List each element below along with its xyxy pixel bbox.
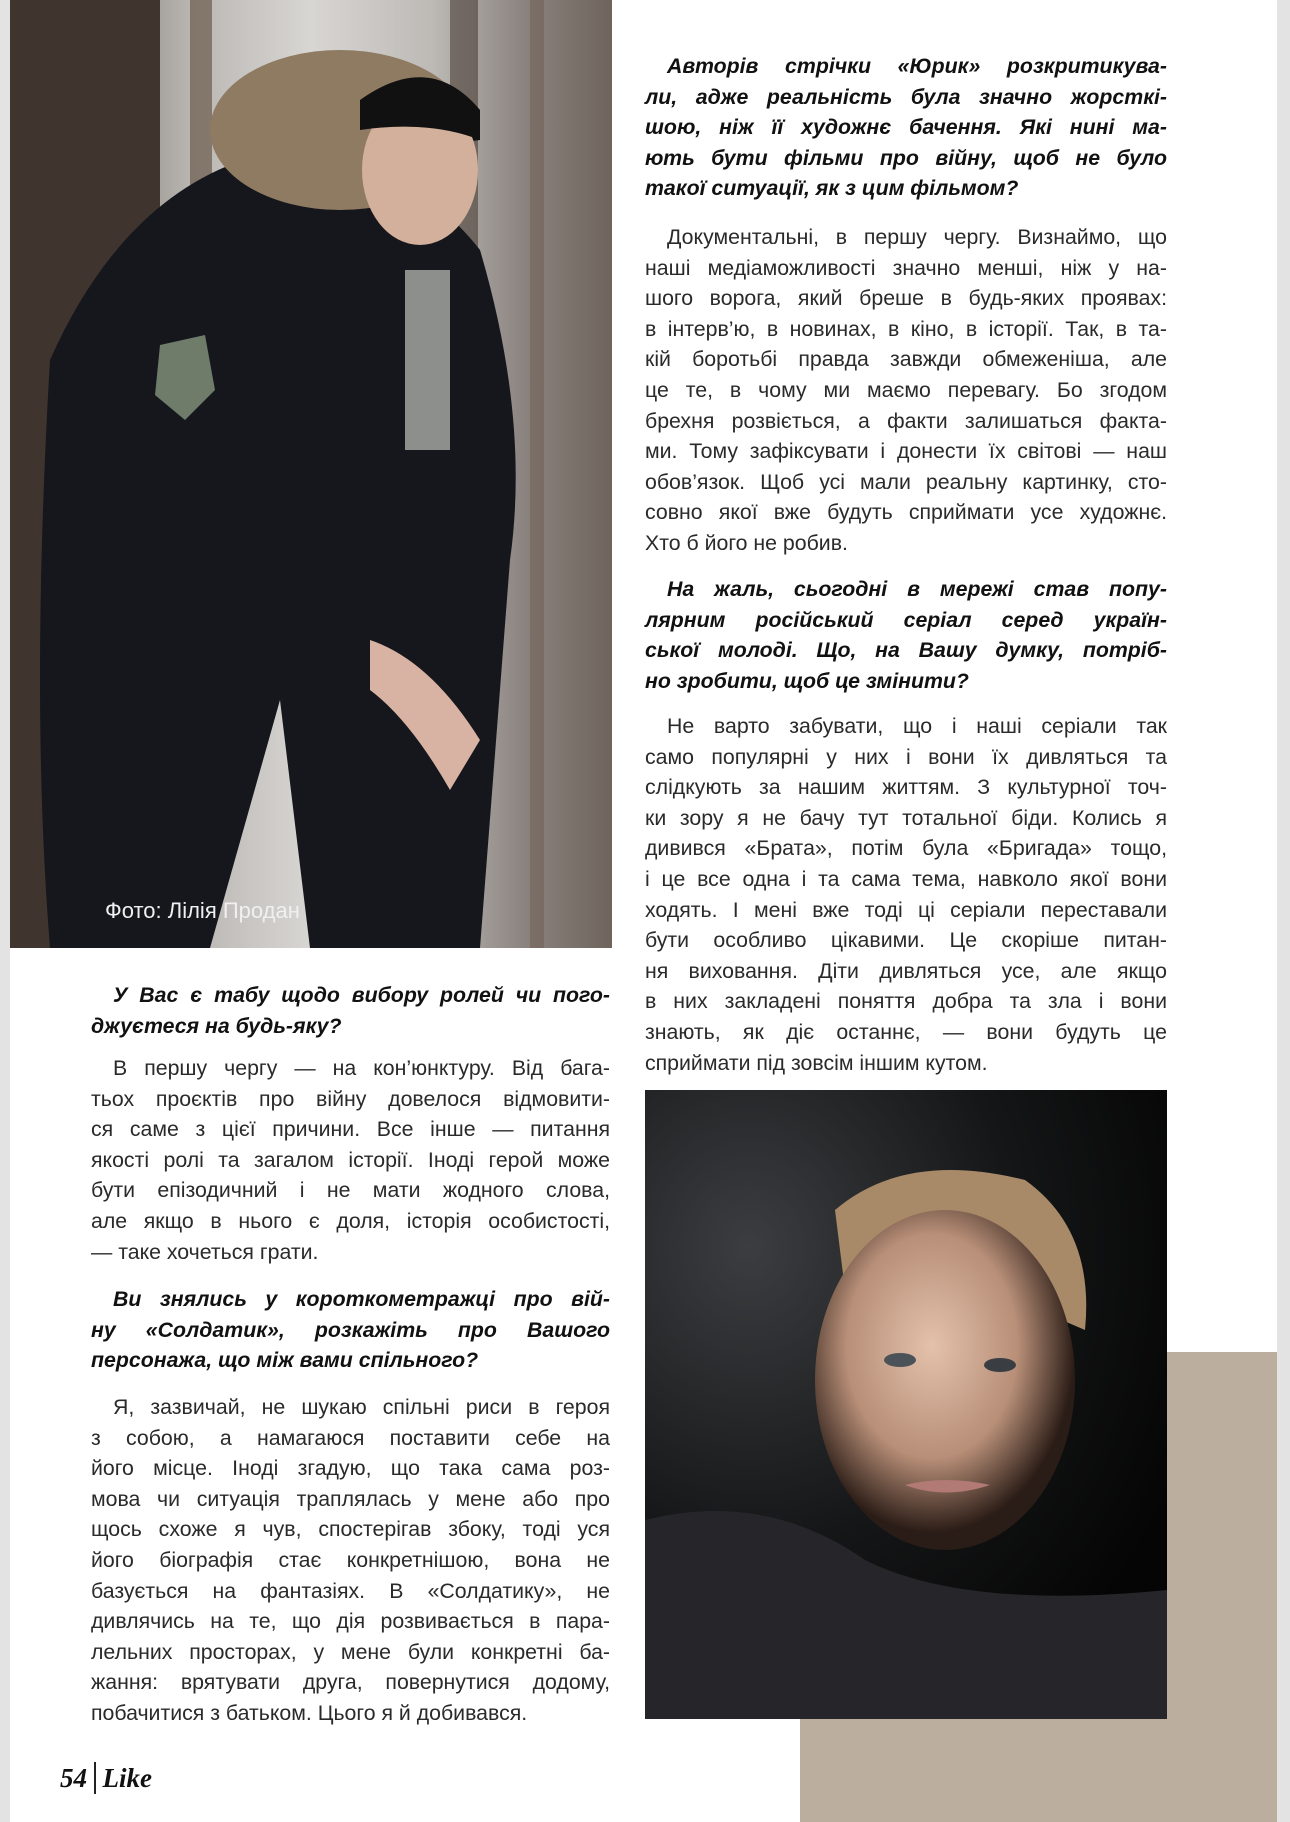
text-line: У Вас є табу щодо вибору ролей чи пого- [113,983,610,1007]
text-line: якості ролі та загалом історії. Іноді герой може [91,1147,610,1172]
text-line: в інтерв’ю, в новинах, в кіно, в історії. Так, в та- [645,316,1167,341]
text-line: шою, ніж її художнє бачення. Які нині ма- [645,115,1167,140]
text-line: Хто б його не робив. [645,530,848,555]
text-line: персонажа, що між вами спільного? [91,1348,479,1373]
text-line: В першу чергу — на кон’юнктуру. Від бага- [113,1056,610,1080]
text-line: ської молоді. Що, на Вашу думку, потріб- [645,638,1167,663]
text-line: ся саме з цієї причини. Все інше — питання [91,1117,610,1142]
text-line: но зробити, щоб це змінити? [645,668,969,693]
photo-credit-caption: Фото: Лілія Продан [105,898,300,923]
text-line: але якщо в нього є доля, історія особистості, [91,1208,610,1233]
text-line: ня виховання. Діти дивляться усе, але якщо [645,958,1167,983]
interview-answer [91,1053,610,1267]
interview-question [645,51,1167,204]
text-line: На жаль, сьогодні в мережі став попу- [667,577,1167,601]
footer-divider [94,1762,96,1794]
text-line: дивлячись на те, що дія розвивається в пара- [91,1609,610,1634]
text-line: Ви знялись у короткометражці про вій- [113,1287,610,1311]
text-line: обов’язок. Щоб усі мали реальну картинку, сто- [645,469,1167,494]
text-line: само популярні у них і вони їх дивляться та [645,744,1167,769]
text-line: лельних просторах, у мене були конкретні ба- [91,1639,610,1664]
text-line: лярним російський серіал серед україн- [645,607,1167,632]
text-line: з собою, а намагаюся поставити себе на [91,1425,610,1450]
text-line: Документальні, в першу чергу. Визнаймо, що [667,225,1167,249]
interview-answer [645,711,1167,1078]
text-line: Авторів стрічки «Юрик» розкритикува- [667,54,1167,78]
text-line: тьох проєктів про війну довелося відмовити- [91,1086,610,1111]
text-line: такої ситуації, як з цим фільмом? [645,176,1019,201]
text-line: Не варто забувати, що і наші серіали так [667,714,1167,738]
photo-forest-illustration [10,0,612,948]
text-line: джуєтеся на будь-яку? [91,1013,342,1038]
photo-actor-forest [10,0,612,948]
page-footer [60,1762,152,1794]
interview-question [91,1284,610,1376]
text-line: це те, в чому ми маємо перевагу. Бо згодом [645,377,1167,402]
text-line: знають, як діє останнє, — вони будуть це [645,1019,1167,1044]
photo-portrait-illustration [645,1090,1167,1719]
text-line: жання: врятувати друга, повернутися додому, [91,1670,610,1695]
text-line: совно якої вже будуть сприймати усе художнє. [645,500,1167,525]
text-line: побачитися з батьком. Цього я й добивався. [91,1700,528,1725]
text-line: — таке хочеться грати. [91,1239,319,1264]
text-line: базується на фантазіях. В «Солдатику», не [91,1578,610,1603]
magazine-name: Like [102,1762,152,1793]
text-line: його біографія стає конкретнішою, вона не [91,1547,610,1572]
text-line: слідкують за нашим життям. З культурної точ- [645,775,1167,800]
text-line: сприймати під зовсім іншим кутом. [645,1050,988,1075]
photo-actor-portrait [645,1090,1167,1719]
text-line: ли, адже реальність була значно жорсткі- [645,84,1167,109]
text-line: наші медіаможливості значно менші, ніж у на- [645,255,1167,280]
text-line: бути епізодичний і не мати жодного слова, [91,1178,610,1203]
text-line: ки зору я не бачу тут тотальної біди. Колись я [645,805,1167,830]
text-line: кій боротьбі правда завжди обмеженіша, але [645,347,1167,372]
text-line: мова чи ситуація траплялась у мене або про [91,1486,610,1511]
interview-question [91,980,610,1041]
interview-answer [91,1392,610,1729]
interview-question [645,574,1167,696]
text-line: ми. Тому зафіксувати і донести їх світові — наш [645,439,1167,464]
text-line: ють бути фільми про війну, щоб не було [645,145,1167,170]
text-line: щось схоже я чув, спостерігав збоку, тоді уся [91,1517,610,1542]
interview-answer [645,222,1167,559]
text-line: в них закладені поняття добра та зла і вони [645,989,1167,1014]
page-number: 54 [60,1762,87,1793]
text-line: Я, зазвичай, не шукаю спільні риси в героя [113,1395,610,1419]
text-line: шого ворога, який бреше в будь-яких проявах: [645,286,1167,311]
text-line: ну «Солдатик», розкажіть про Вашого [91,1317,610,1342]
text-line: дивився «Брата», потім була «Бригада» тощо, [645,836,1167,861]
text-line: брехня розвіється, а факти залишаться факта- [645,408,1167,433]
text-line: і це все одна і та сама тема, навколо якої вони [645,866,1167,891]
text-line: бути особливо цікавими. Це скоріше питан- [645,928,1167,953]
text-line: його місце. Іноді згадую, що така сама роз- [91,1456,610,1481]
text-line: ходять. І мені вже тоді ці серіали переставали [645,897,1167,922]
